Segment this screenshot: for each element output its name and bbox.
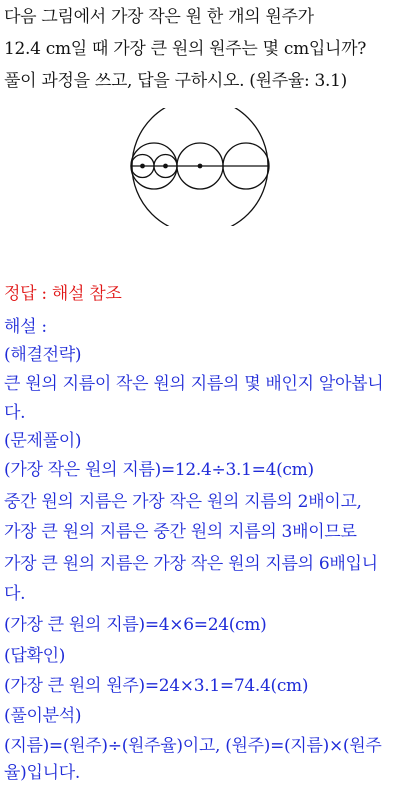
- circles-figure: [125, 108, 275, 226]
- strategy-heading: (해결전략): [4, 345, 82, 365]
- analysis-line-2: 율)입니다.: [4, 763, 80, 783]
- question-line-3: 풀이 과정을 쓰고, 답을 구하시오. (원주율: 3.1): [4, 71, 348, 91]
- work-line-4: 가장 큰 원의 지름은 가장 작은 원의 지름의 6배입니: [4, 554, 378, 574]
- work-line-5: 다.: [4, 584, 26, 604]
- analysis-line-1: (지름)=(원주)÷(원주율)이고, (원주)=(지름)×(원주: [4, 736, 382, 756]
- strategy-line-2: 다.: [4, 403, 26, 423]
- small-left-center-dot: [140, 164, 145, 169]
- work-heading: (문제풀이): [4, 431, 82, 451]
- strategy-line-1: 큰 원의 지름이 작은 원의 지름의 몇 배인지 알아봅니: [4, 374, 384, 394]
- work-line-1: (가장 작은 원의 지름)=12.4÷3.1=4(cm): [4, 460, 314, 480]
- check-heading: (답확인): [4, 646, 66, 666]
- work-line-2: 중간 원의 지름은 가장 작은 원의 지름의 2배이고,: [4, 492, 362, 512]
- small-right-center-dot: [163, 164, 168, 169]
- check-line-1: (가장 큰 원의 원주)=24×3.1=74.4(cm): [4, 676, 309, 696]
- question-line-2: 12.4 cm일 때 가장 큰 원의 원주는 몇 cm입니까?: [4, 39, 367, 59]
- answer-label: 정답 : 해설 참조: [4, 284, 122, 304]
- work-line-6: (가장 큰 원의 지름)=4×6=24(cm): [4, 615, 267, 635]
- analysis-heading: (풀이분석): [4, 706, 82, 726]
- work-line-3: 가장 큰 원의 지름은 중간 원의 지름의 3배이므로: [4, 522, 357, 542]
- center-dot: [198, 164, 203, 169]
- solution-title: 해설 :: [4, 317, 47, 337]
- question-line-1: 다음 그림에서 가장 작은 원 한 개의 원주가: [4, 7, 314, 27]
